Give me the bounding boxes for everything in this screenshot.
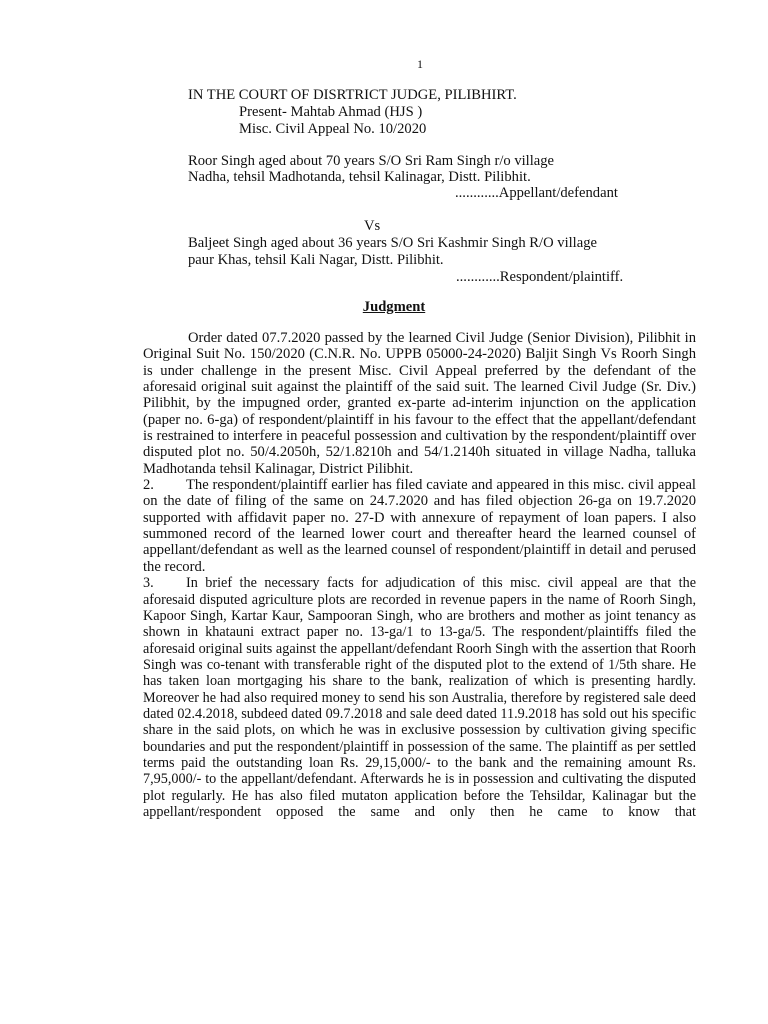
appellant-line-2: Nadha, tehsil Madhotanda, tehsil Kalinagar, Distt. Pilibhit. (188, 169, 531, 185)
paragraph-3-number: 3. (143, 575, 154, 592)
judgment-heading: Judgment (362, 299, 426, 315)
paragraph-1-text: Order dated 07.7.2020 passed by the learned Civil Judge (Senior Division), Pilibhit in Original Suit No. 150/2020 (C.N.R. No. UPPB 05000-24-2020) Baljit Singh Vs Roorh Singh is under challenge in the present Misc. Civil Appeal preferred by the defendant of the aforesaid original suit against the plaintiff of the said suit. The learned Civil Judge (Sr. Div.) Pilibhit, by the impugned order, granted ex-parte ad-interim injunction on the application (paper no. 6-ga) of respondent/plaintiff in his favour to the effect that the appellant/defendant is restrained to interfere in peaceful possession and cultivation by the respondent/plaintiff over disputed plot no. 50/4.2050h, 52/1.8210h and 54/1.2140h situated in village Nadha, talluka Madhotanda tehsil Kalinagar, District Pilibhit. (143, 330, 696, 477)
appellant-line-1: Roor Singh aged about 70 years S/O Sri Ram Singh r/o village (188, 153, 555, 169)
respondent-role: ............Respondent/plaintiff. (456, 269, 624, 285)
paragraph-1 (143, 330, 696, 477)
paragraph-3 (143, 575, 696, 820)
judgment-body (143, 330, 696, 820)
case-number: Misc. Civil Appeal No. 10/2020 (239, 121, 427, 137)
respondent-line-2: paur Khas, tehsil Kali Nagar, Distt. Pilibhit. (188, 252, 444, 268)
court-title: IN THE COURT OF DISRTRICT JUDGE, PILIBHIRT. (188, 87, 517, 103)
paragraph-3-text: In brief the necessary facts for adjudication of this misc. civil appeal are that the aforesaid disputed agriculture plots are recorded in revenue papers in the name of Roorh Singh, Kapoor Singh, Kartar Kaur, Sampooran Singh, who are brothers and mother as joint tenancy as shown in khatauni extract paper no. 13-ga/1 to 13-ga/5. The respondent/plaintiffs filed the aforesaid original suits against the appellant/defendant Roorh Singh with the assertion that Roorh Singh was co-tenant with transferable right of the disputed plot to the extend of 1/5th share. He has taken loan mortgaging his share to the bank, realization of which is presenting hardly. Moreover he had also required money to send his son Australia, therefore by registered sale deed dated 02.4.2018, subdeed dated 09.7.2018 and sale deed dated 11.9.2018 has sold out his specific share in the said plots, on which he was in exclusive possession by cultivation giving specific boundaries and put the respondent/plaintiff in possession of the same. The plaintiff as per settled terms paid the outstanding loan Rs. 29,15,000/- to the bank and the remaining amount Rs. 7,95,000/- to the appellant/defendant. Afterwards he is in possession and cultivating the disputed plot regularly. He has also filed mutaton application before the Tehsildar, Kalinagar but the appellant/respondent opposed the same and only then he came to know that (143, 575, 696, 820)
paragraph-2 (143, 477, 696, 575)
paragraph-2-text: The respondent/plaintiff earlier has filed caviate and appeared in this misc. civil appeal on the date of filing of the same on 24.7.2020 and has filed objection 26-ga on 19.7.2020 supported with affidavit paper no. 27-D with annexure of repayment of loan papers. I also summoned record of the learned lower court and thereafter heard the learned counsel of appellant/defendant as well as the learned counsel of respondent/plaintiff in detail and perused the record. (143, 477, 696, 575)
page-number: 1 (417, 57, 423, 71)
presiding-officer: Present- Mahtab Ahmad (HJS ) (239, 104, 423, 120)
versus-label: Vs (364, 218, 381, 234)
appellant-role: ............Appellant/defendant (455, 185, 618, 201)
paragraph-2-number: 2. (143, 477, 154, 494)
respondent-line-1: Baljeet Singh aged about 36 years S/O Sri Kashmir Singh R/O village (188, 235, 597, 251)
